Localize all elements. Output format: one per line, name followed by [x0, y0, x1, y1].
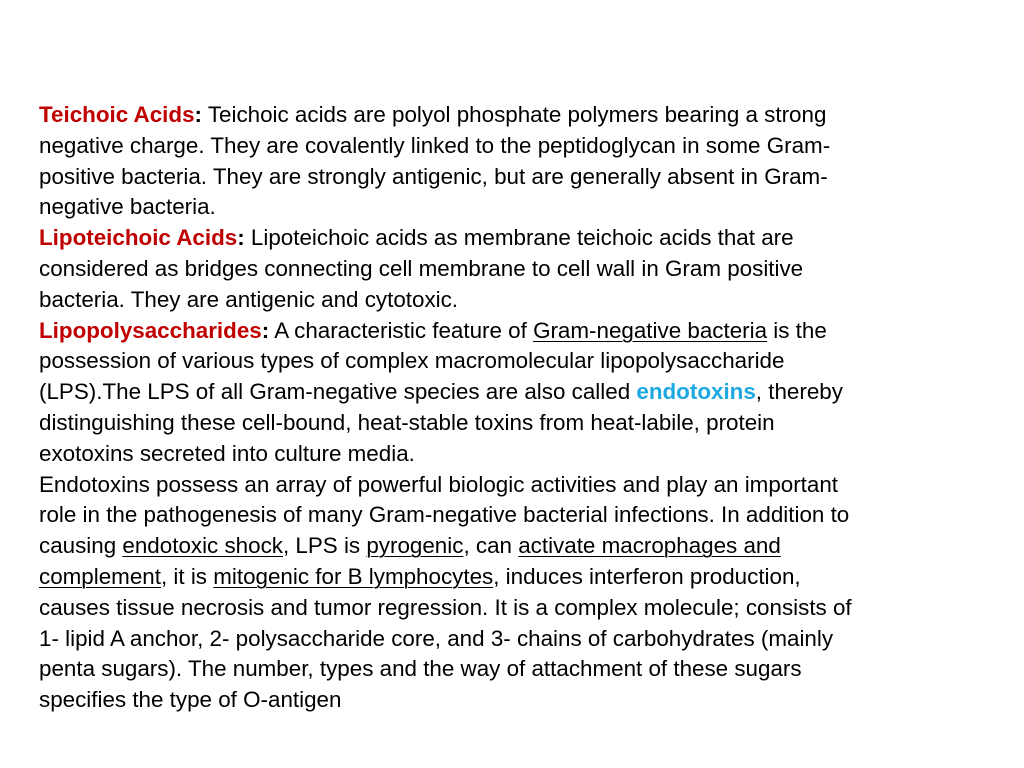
lipoteichoic-acids-paragraph	[39, 223, 999, 315]
heading-colon: :	[261, 317, 270, 343]
endotoxins-paragraph	[39, 470, 999, 716]
text-line: penta sugars). The number, types and the way of attachment of these sugars	[39, 656, 802, 682]
text-segment: , induces interferon production,	[493, 563, 801, 589]
slide-body	[39, 100, 999, 716]
activate-macrophages-link-cont[interactable]: complement	[39, 563, 161, 589]
text-segment: causing	[39, 533, 123, 559]
text-line: specifies the type of O-antigen	[39, 687, 342, 713]
pyrogenic-link[interactable]: pyrogenic	[366, 533, 464, 559]
text-line: positive bacteria. They are strongly antigenic, but are generally absent in Gram-	[39, 163, 828, 189]
heading-colon: :	[194, 102, 202, 127]
text-line	[39, 377, 999, 408]
endotoxic-shock-link[interactable]: endotoxic shock	[122, 533, 283, 559]
endotoxins-highlight: endotoxins	[636, 379, 756, 405]
activate-macrophages-link[interactable]: activate macrophages and	[518, 533, 781, 559]
text-line: role in the pathogenesis of many Gram-negative bacterial infections. In addition to	[39, 502, 850, 528]
text-segment: Lipoteichoic acids as membrane teichoic acids that are	[244, 225, 794, 251]
text-line	[39, 562, 999, 593]
text-segment: (LPS).The LPS of all Gram-negative species are also called	[39, 379, 637, 405]
text-segment: , LPS is	[282, 533, 367, 559]
lipopolysaccharides-paragraph	[39, 316, 999, 470]
heading-colon: :	[237, 225, 245, 251]
text-line: causes tissue necrosis and tumor regression. It is a complex molecule; consists of	[39, 594, 852, 620]
text-segment: , it is	[160, 563, 214, 589]
text-line: negative bacteria.	[39, 194, 216, 220]
text-line: exotoxins secreted into culture media.	[39, 440, 415, 466]
gram-negative-bacteria-link[interactable]: Gram-negative bacteria	[533, 317, 768, 343]
text-line	[39, 223, 999, 254]
text-line: distinguishing these cell-bound, heat-stable toxins from heat-labile, protein	[39, 409, 775, 435]
text-segment: , thereby	[755, 379, 843, 405]
text-line: considered as bridges connecting cell membrane to cell wall in Gram positive	[39, 255, 804, 281]
text-line	[39, 316, 999, 347]
lipoteichoic-acids-heading: Lipoteichoic Acids	[39, 225, 238, 251]
text-line	[39, 531, 999, 562]
text-line: bacteria. They are antigenic and cytotoxic.	[39, 286, 459, 312]
teichoic-acids-heading: Teichoic Acids	[39, 102, 195, 127]
text-segment: , can	[463, 533, 519, 559]
text-line: 1- lipid A anchor, 2- polysaccharide core, and 3- chains of carbohydrates (mainly	[39, 625, 834, 651]
text-segment: A characteristic feature of	[269, 317, 534, 343]
text-segment: Teichoic acids are polyol phosphate polymers bearing a strong	[202, 102, 827, 127]
text-line: negative charge. They are covalently linked to the peptidoglycan in some Gram-	[39, 132, 831, 158]
text-line: Endotoxins possess an array of powerful biologic activities and play an important	[39, 471, 839, 497]
text-line	[39, 100, 999, 131]
text-line: possession of various types of complex macromolecular lipopolysaccharide	[39, 348, 785, 374]
text-segment: is the	[767, 317, 827, 343]
teichoic-acids-paragraph	[39, 100, 999, 223]
mitogenic-b-lymphocytes-link[interactable]: mitogenic for B lymphocytes	[213, 563, 494, 589]
lipopolysaccharides-heading: Lipopolysaccharides	[39, 317, 262, 343]
